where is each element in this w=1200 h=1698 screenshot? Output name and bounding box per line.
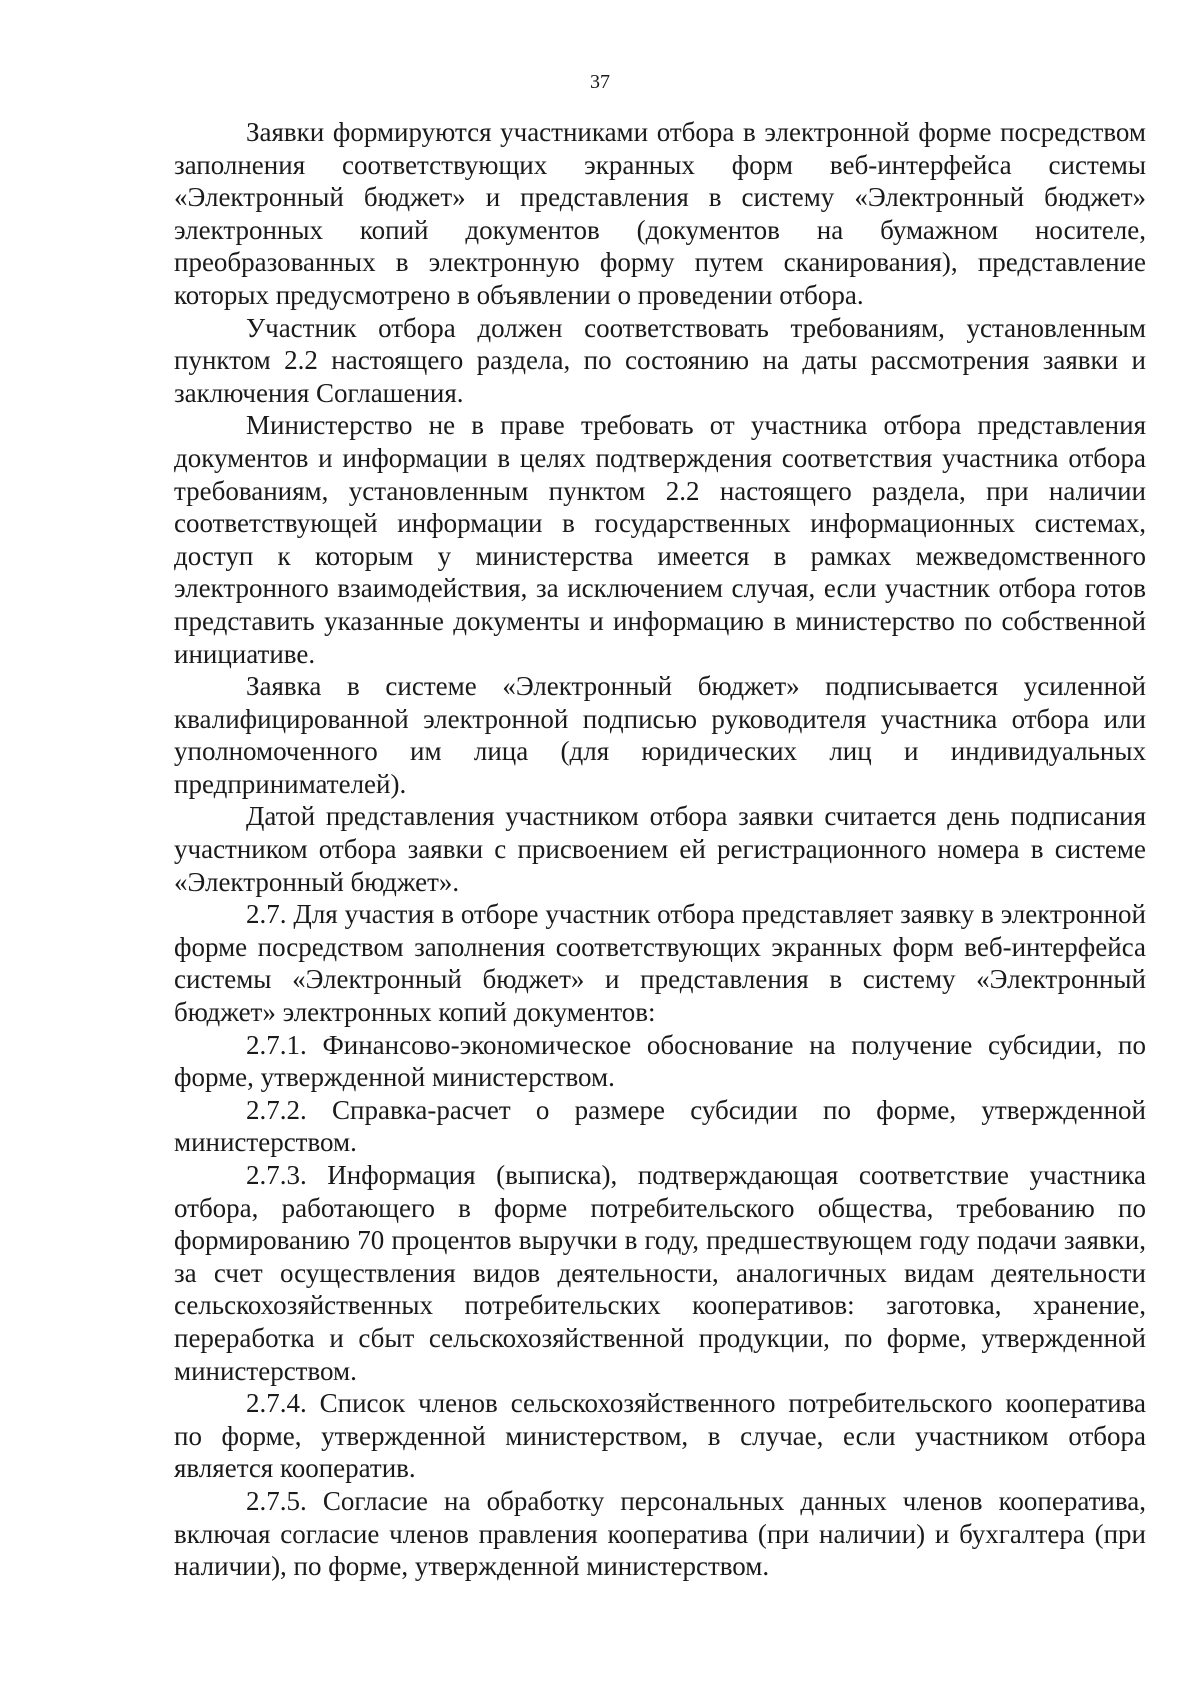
paragraph-application-signature: Заявка в системе «Электронный бюджет» подписывается усиленной квалифицированной электронной подписью руководителя участника отбора или уполномоченного им лица (для юридических лиц и индивидуальных предпринимателей). bbox=[174, 671, 1146, 799]
document-body bbox=[174, 116, 1146, 1583]
paragraph-submission-date: Датой представления участником отбора заявки считается день подписания участником отбора заявки с присвоением ей регистрационного номера в системе «Электронный бюджет». bbox=[174, 801, 1146, 897]
paragraph-item-2-7-1: 2.7.1. Финансово-экономическое обоснование на получение субсидии, по форме, утвержденной министерством. bbox=[174, 1029, 1146, 1093]
paragraph-item-2-7-3: 2.7.3. Информация (выписка), подтверждающая соответствие участника отбора, работающего в форме потребительского общества, требованию по формированию 70 процентов выручки в году, предшествующем году подачи заявки, за счет осуществления видов деятельности, аналогичных видам деятельности сельскохозяйственных потребительских кооперативов: заготовка, хранение, переработка и сбыт сельскохозяйственной продукции, по форме, утвержденной министерством. bbox=[174, 1160, 1146, 1386]
paragraph-item-2-7-2: 2.7.2. Справка-расчет о размере субсидии по форме, утвержденной министерством. bbox=[174, 1094, 1146, 1158]
paragraph-section-2-7: 2.7. Для участия в отборе участник отбора представляет заявку в электронной форме посредством заполнения соответствующих экранных форм веб-интерфейса системы «Электронный бюджет» и представления в систему «Электронный бюджет» электронных копий документов: bbox=[174, 899, 1146, 1028]
paragraph-item-2-7-4: 2.7.4. Список членов сельскохозяйственного потребительского кооператива по форме, утвержденной министерством, в случае, если участником отбора является кооператив. bbox=[174, 1388, 1146, 1484]
paragraph-participant-requirements: Участник отбора должен соответствовать требованиям, установленным пунктом 2.2 настоящего раздела, по состоянию на даты рассмотрения заявки и заключения Соглашения. bbox=[174, 312, 1146, 408]
paragraph-ministry-restriction: Министерство не в праве требовать от участника отбора представления документов и информации в целях подтверждения соответствия участника отбора требованиям, установленным пунктом 2.2 настоящего раздела, при наличии соответствующей информации в государственных информационных системах, доступ к которым у министерства имеется в рамках межведомственного электронного взаимодействия, за исключением случая, если участник отбора готов представить указанные документы и информацию в министерство по собственной инициативе. bbox=[174, 410, 1146, 669]
paragraph-item-2-7-5: 2.7.5. Согласие на обработку персональных данных членов кооператива, включая согласие членов правления кооператива (при наличии) и бухгалтера (при наличии), по форме, утвержденной министерством. bbox=[174, 1485, 1146, 1582]
paragraph-application-submission: Заявки формируются участниками отбора в электронной форме посредством заполнения соответствующих экранных форм веб-интерфейса системы «Электронный бюджет» и представления в систему «Электронный бюджет» электронных копий документов (документов на бумажном носителе, преобразованных в электронную форму путем сканирования), представление которых предусмотрено в объявлении о проведении отбора. bbox=[174, 117, 1146, 310]
page-number: 37 bbox=[590, 71, 610, 93]
